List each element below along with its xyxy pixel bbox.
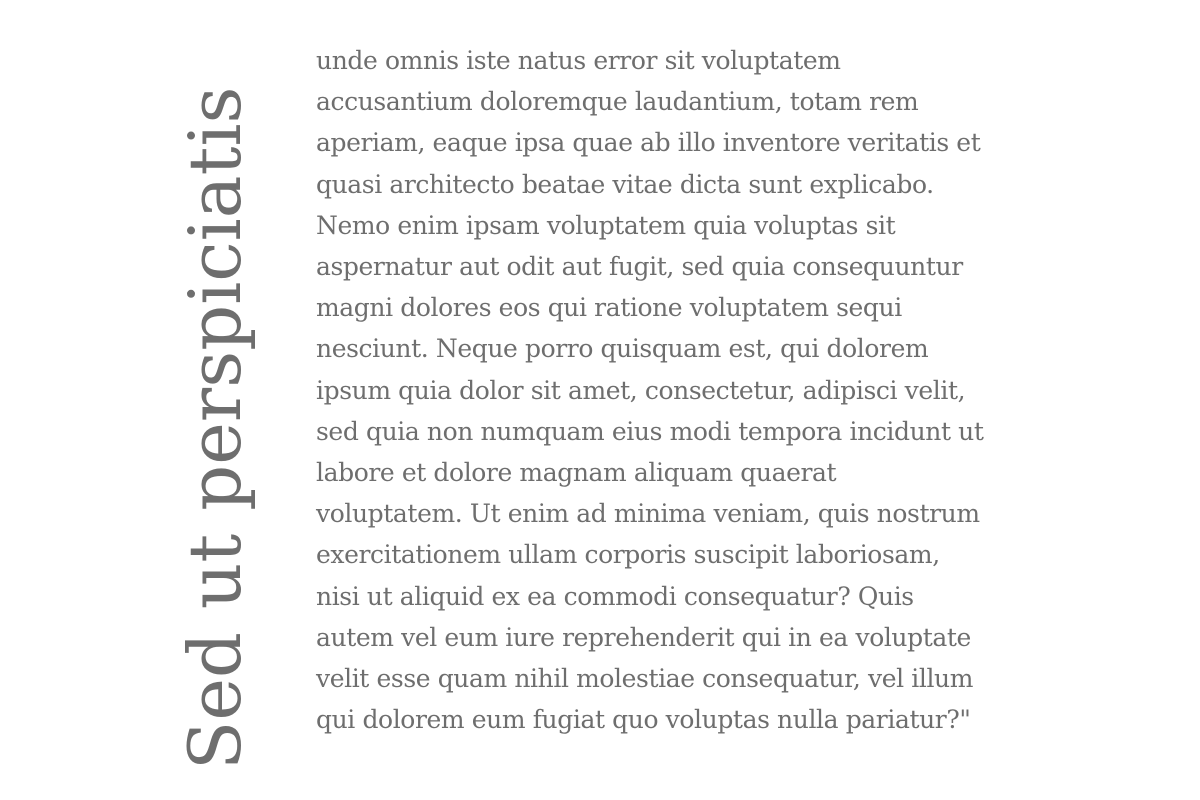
body-paragraph xyxy=(316,40,1116,740)
paragraph-line: labore et dolore magnam aliquam quaerat xyxy=(316,458,837,488)
paragraph-line: voluptatem. Ut enim ad minima veniam, quis nostrum xyxy=(316,499,980,529)
paragraph-line: magni dolores eos qui ratione voluptatem sequi xyxy=(316,293,902,323)
paragraph-line: exercitationem ullam corporis suscipit laboriosam, xyxy=(316,540,940,570)
paragraph-line: nesciunt. Neque porro quisquam est, qui dolorem xyxy=(316,334,929,364)
paragraph-line: quasi architecto beatae vitae dicta sunt explicabo. xyxy=(316,169,934,199)
paragraph-line: nisi ut aliquid ex ea commodi consequatur? Quis xyxy=(316,581,914,611)
paragraph-line: qui dolorem eum fugiat quo voluptas nulla pariatur?" xyxy=(316,705,971,735)
paragraph-line: accusantium doloremque laudantium, totam rem xyxy=(316,87,919,117)
paragraph-line: ipsum quia dolor sit amet, consectetur, adipisci velit, xyxy=(316,375,966,405)
paragraph-line: aperiam, eaque ipsa quae ab illo inventore veritatis et xyxy=(316,128,981,158)
paragraph-line: autem vel eum iure reprehenderit qui in ea voluptate xyxy=(316,622,971,652)
paragraph-line: unde omnis iste natus error sit voluptatem xyxy=(316,46,841,75)
page-title: Sed ut perspiciatis xyxy=(173,86,257,770)
paragraph-line: Nemo enim ipsam voluptatem quia voluptas sit xyxy=(316,210,896,240)
paragraph-line: aspernatur aut odit aut fugit, sed quia consequuntur xyxy=(316,252,963,282)
paragraph-line: sed quia non numquam eius modi tempora incidunt ut xyxy=(316,416,984,446)
paragraph-line: velit esse quam nihil molestiae consequatur, vel illum xyxy=(316,664,974,694)
